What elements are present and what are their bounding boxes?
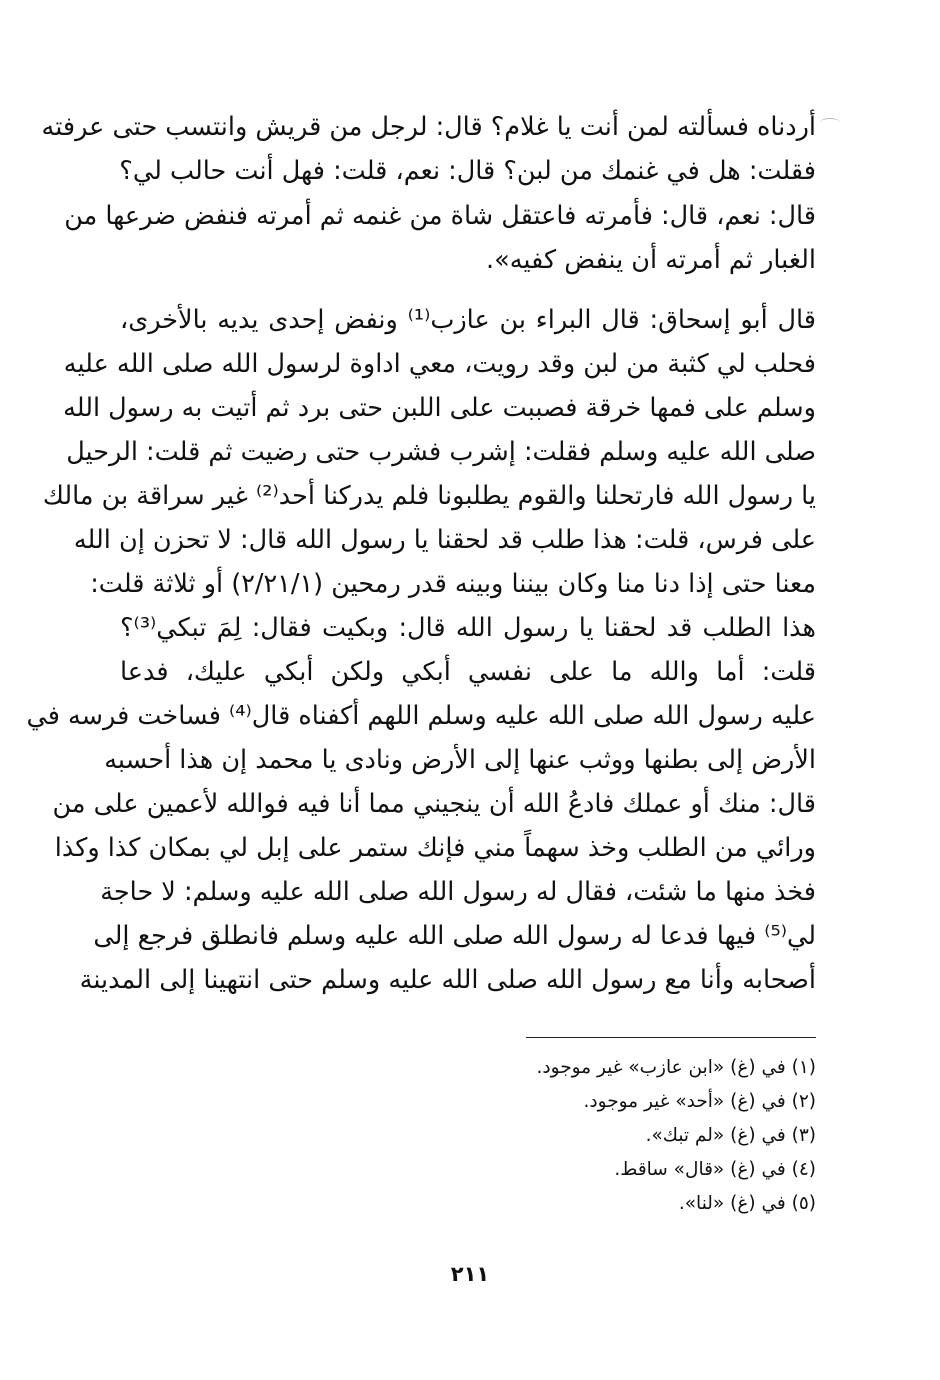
text-line: قال أبو إسحاق: قال البراء بن عازب⁽¹⁾ ونفض إحدى يديه بالأخرى، bbox=[120, 305, 816, 335]
footnote-item: (١) في (غ) «ابن عازب» غير موجود. bbox=[536, 1057, 816, 1078]
text-line: ورائي من الطلب وخذ سهماً مني فإنك ستمر على إبل لي بمكان كذا وكذا bbox=[54, 833, 816, 863]
footnote-item: (٤) في (غ) «قال» ساقط. bbox=[614, 1159, 816, 1180]
text-line: قال: نعم، قال: فأمرته فاعتقل شاة من غنمه ثم أمرته فنفض ضرعها من bbox=[64, 201, 816, 231]
footnote-item: (٣) في (غ) «لم تبك». bbox=[645, 1125, 816, 1146]
margin-mark bbox=[820, 118, 840, 127]
text-line: الغبار ثم أمرته أن ينفض كفيه». bbox=[486, 245, 816, 275]
text-line: قلت: أما والله ما على نفسي أبكي ولكن أبكي عليك، فدعا bbox=[120, 657, 816, 687]
text-line: على فرس، قلت: هذا طلب قد لحقنا يا رسول الله قال: لا تحزن إن الله bbox=[73, 525, 816, 555]
text-line: فقلت: هل في غنمك من لبن؟ قال: نعم، قلت: فهل أنت حالب لي؟ bbox=[119, 156, 816, 186]
text-line: الأرض إلى بطنها ووثب عنها إلى الأرض ونادى يا محمد إن هذا أحسبه bbox=[104, 745, 816, 775]
text-line: قال: منك أو عملك فادعُ الله أن ينجيني مما أنا فيه فوالله لأعمين على من bbox=[52, 789, 816, 819]
text-line: يا رسول الله فارتحلنا والقوم يطلبونا فلم يدركنا أحد⁽²⁾ غير سراقة بن مالك bbox=[42, 481, 816, 511]
text-line: هذا الطلب قد لحقنا يا رسول الله قال: وبكيت فقال: لِمَ تبكي⁽³⁾؟ bbox=[120, 613, 816, 643]
text-line: وسلم على فمها خرقة فصببت على اللبن حتى برد ثم أتيت به رسول الله bbox=[63, 393, 816, 423]
text-line: معنا حتى إذا دنا منا وكان بيننا وبينه قدر رمحين (٢/٢١/١) أو ثلاثة قلت: bbox=[90, 569, 816, 599]
text-line: فخذ منها ما شئت، فقال له رسول الله صلى الله عليه وسلم: لا حاجة bbox=[100, 877, 816, 907]
text-line: عليه رسول الله صلى الله عليه وسلم اللهم أكفناه قال⁽⁴⁾ فساخت فرسه في bbox=[26, 701, 816, 731]
text-line: لي⁽⁵⁾ فيها فدعا له رسول الله صلى الله عليه وسلم فانطلق فرجع إلى bbox=[93, 921, 816, 951]
page-number: ٢١١ bbox=[450, 1262, 490, 1286]
text-line: أردناه فسألته لمن أنت يا غلام؟ قال: لرجل من قريش وانتسب حتى عرفته bbox=[41, 112, 816, 142]
text-line: أصحابه وأنا مع رسول الله صلى الله عليه وسلم حتى انتهينا إلى المدينة bbox=[79, 965, 816, 995]
footnote-divider bbox=[526, 1037, 816, 1038]
text-line: صلى الله عليه وسلم فقلت: إشرب فشرب حتى رضيت ثم قلت: الرحيل bbox=[66, 437, 816, 467]
footnote-item: (٥) في (غ) «لنا». bbox=[678, 1193, 816, 1214]
text-line: فحلب لي كثبة من لبن وقد رويت، معي اداوة لرسول الله صلى الله عليه bbox=[63, 349, 816, 379]
footnote-item: (٢) في (غ) «أحد» غير موجود. bbox=[583, 1091, 816, 1112]
